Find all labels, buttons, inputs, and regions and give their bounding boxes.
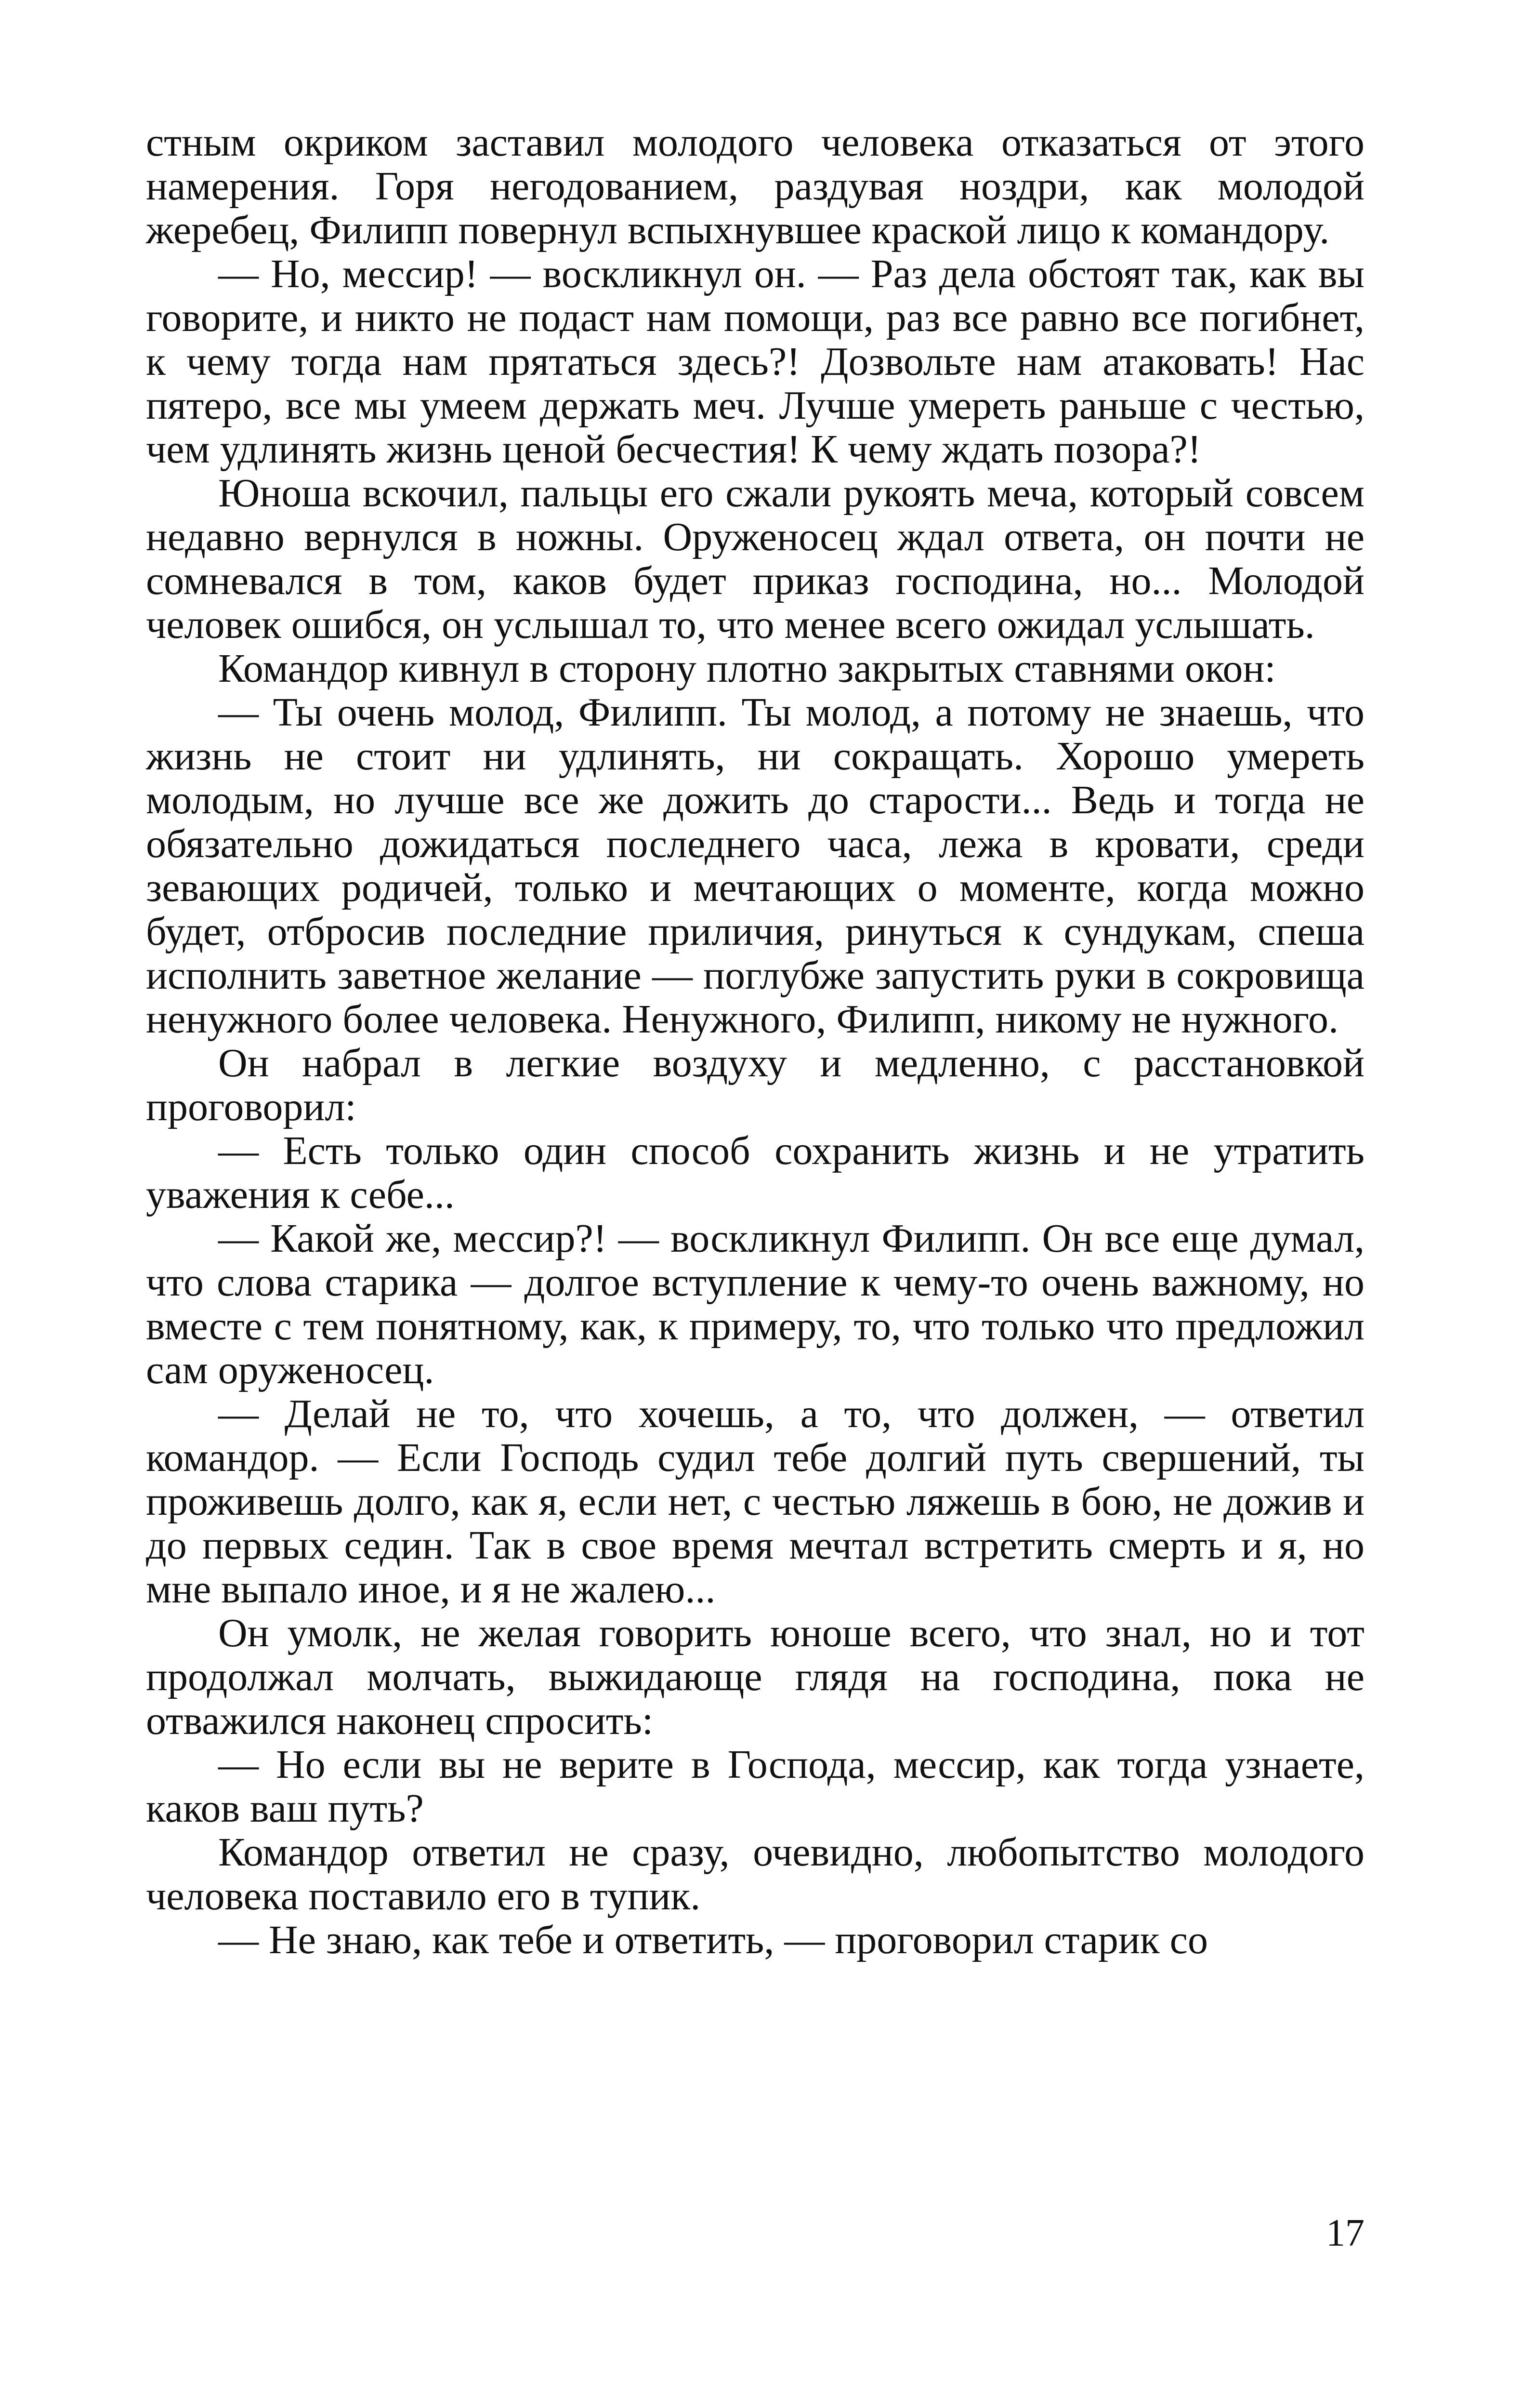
paragraph: — Не знаю, как тебе и ответить, — проговорил старик со [218, 1918, 1208, 1962]
paragraph: — Делай не то, что хочешь, а то, что должен, — ответил командор. — Если Господь судил тебе долгий путь свершений, ты проживешь долго, как я, если нет, с честью ляжешь в бою, не дожив и до первых седин. Так в свое время мечтал встретить смерть и я, но мне выпало иное, и я не жалею... [146, 1391, 1364, 1612]
paragraph: Командор кивнул в сторону плотно закрытых ставнями окон: [218, 646, 1276, 691]
page-text [146, 120, 1364, 1962]
paragraph: — Но если вы не верите в Господа, мессир, как тогда узнаете, каков ваш путь? [146, 1742, 1364, 1831]
page-number: 17 [1326, 2212, 1364, 2254]
paragraph: Юноша вскочил, пальцы его сжали рукоять меча, который совсем недавно вернулся в ножны. Оруженосец ждал ответа, он почти не сомневался в том, каков будет приказ господина, но... Молодой человек ошибся, он услышал то, что менее всего ожидал услышать. [146, 471, 1364, 647]
paragraph: Он умолк, не желая говорить юноше всего, что знал, но и тот продолжал молчать, выжидающе глядя на господина, пока не отважился наконец спросить: [146, 1611, 1364, 1743]
paragraph: стным окриком заставил молодого человека отказаться от этого намерения. Горя негодованием, раздувая ноздри, как молодой жеребец, Филипп повернул вспыхнувшее краской лицо к командору. [146, 120, 1364, 252]
paragraph: Командор ответил не сразу, очевидно, любопытство молодого человека поставило его в тупик. [146, 1830, 1364, 1918]
paragraph: — Есть только один способ сохранить жизнь и не утратить уважения к себе... [146, 1128, 1364, 1217]
paragraph: — Но, мессир! — воскликнул он. — Раз дела обстоят так, как вы говорите, и никто не подаст нам помощи, раз все равно все погибнет, к чему тогда нам прятаться здесь?! Дозвольте нам атаковать! Нас пятеро, все мы умеем держать меч. Лучше умереть раньше с честью, чем удлинять жизнь ценой бесчестия! К чему ждать позора?! [146, 251, 1364, 472]
paragraph: — Ты очень молод, Филипп. Ты молод, а потому не знаешь, что жизнь не стоит ни удлинять, ни сокращать. Хорошо умереть молодым, но лучше все же дожить до старости... Ведь и тогда не обязательно дожидаться последнего часа, лежа в кровати, среди зевающих родичей, только и мечтающих о моменте, когда можно будет, отбросив последние приличия, ринуться к сундукам, спеша исполнить заветное желание — поглубже запустить руки в сокровища ненужного более человека. Ненужного, Филипп, никому не нужного. [146, 690, 1364, 1042]
paragraph: — Какой же, мессир?! — воскликнул Филипп. Он все еще думал, что слова старика — долгое вступление к чему-то очень важному, но вместе с тем понятному, как, к примеру, то, что только что предложил сам оруженосец. [146, 1216, 1364, 1392]
paragraph: Он набрал в легкие воздуху и медленно, с расстановкой проговорил: [146, 1041, 1364, 1129]
